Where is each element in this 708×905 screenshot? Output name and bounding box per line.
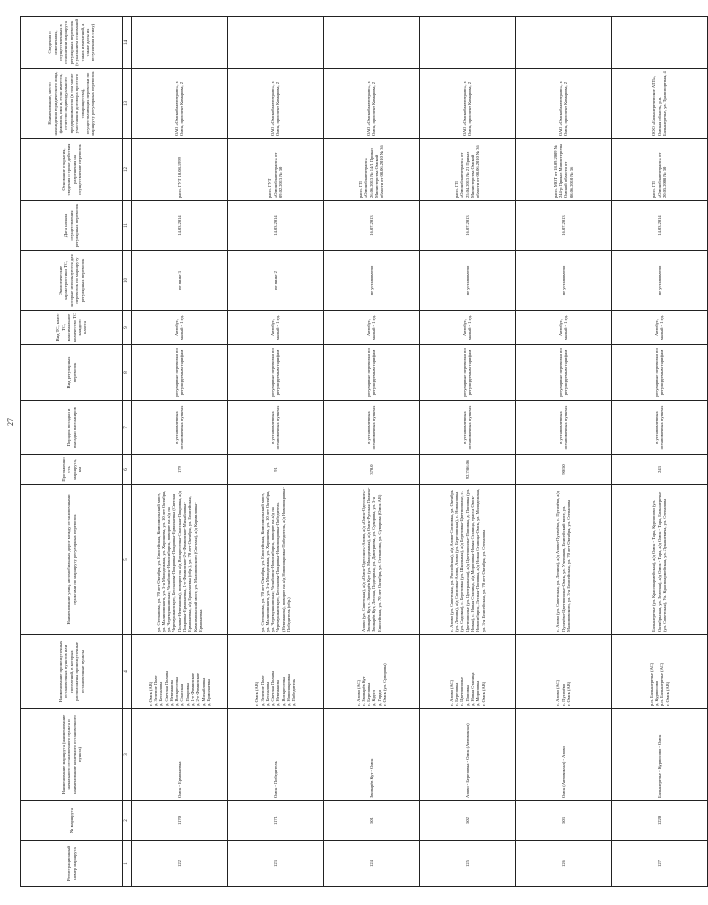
- cell-vehicle: Автобус, малый - 1 ед.: [515, 311, 611, 345]
- cell-length: 90/50: [515, 455, 611, 485]
- cell-vehicle: Автобус, малый - 1 ед.: [131, 311, 227, 345]
- stop-item: д. Светлая Поляна: [270, 670, 276, 706]
- cell-basis: расп. ГП «Омскоблавтотранс» 26.06.2013 № 14/1 Приказ Министерства Омской области от 08.06.2010 № 36: [323, 139, 419, 201]
- stop-item: г. Омск (АВ): [480, 681, 486, 706]
- column-number: 10: [123, 251, 132, 311]
- column-number: 7: [123, 401, 132, 455]
- cell-streets: ул. Степанова, ул. 70 лет Октября, ул. Енисейская, Комсомольский мост, ул. Малиновского, ул. 3-я Молодежная, ул. Хорошева, ул. 10 лет Октября, ул. Черемушкинская; Челябинск-Новосибирск, поворот на а/д на Черемушкинскую, Беспалова-Покровка-Новопокровка-Победитель (Невежкина), поворот на а/д Новопокровка-Победитель, а/д Новопокровка-Победитель (обр.): [227, 485, 323, 635]
- cell-changes: [611, 17, 707, 69]
- table-row: [611, 17, 707, 887]
- cell-basis: расп. ГП «Омскоблавтотранс» от 20.05.2008 № 30: [611, 139, 707, 201]
- cell-num: 502: [419, 801, 515, 841]
- stop-item: д. Воскресенка: [174, 676, 180, 706]
- cell-start: 14.03.2014: [131, 201, 227, 251]
- cell-num: 1171: [227, 801, 323, 841]
- stop-item: д. Беспалова: [158, 681, 164, 706]
- cell-stops: [611, 635, 707, 709]
- stop-item: д. Новая Станица: [470, 672, 476, 706]
- cell-eco: не установлено: [515, 251, 611, 311]
- cell-type: регулярные перевозки по регулируемым тарифам: [611, 345, 707, 401]
- cell-vehicle: Автобус, малый - 1 ед.: [323, 311, 419, 345]
- cell-streets: Большеречье (ул. Красноармейская), а/д Омск - Тара, Курносово (ул. Октябрьская, ул. Зеленая), а/д Омск - Тара, а/д Омск - Тара, Большеречье (ул. Советская), Ул. Красноармейская, ул. Лукашевича, ул. Степанова: [611, 485, 707, 635]
- cell-length: 91: [227, 455, 323, 485]
- stop-item: д. Михайловка: [200, 677, 206, 706]
- cell-type: регулярные перевозки по регулируемым тарифам: [227, 345, 323, 401]
- cell-boarding: в установленных остановочных пунктах: [131, 401, 227, 455]
- stop-item: д. Беспалова: [264, 681, 270, 706]
- cell-stops: [515, 635, 611, 709]
- cell-basis: расп. ГУТ «Омскоблавтотранс» от 09.02.2013 № 30: [227, 139, 323, 201]
- column-header: Сведения о изменениях, осуществленных в отношении маршрута регулярных перевозок (с указанием оснований таких изменений, а также даты их вступления в силу): [21, 17, 123, 69]
- cell-boarding: в установленных остановочных пунктах: [611, 401, 707, 455]
- stop-item: д. 2-е Фоминское: [195, 672, 201, 706]
- column-header: Протяженность маршрута, км: [21, 455, 123, 485]
- column-header: Наименование, место нахождения юридического лица, фамилия, имя и, если имеется, отчество индивидуального предпринимателя (в том числе участников договора простого товарищества), осуществляющих перевозки по маршруту регулярных перевозок: [21, 69, 123, 139]
- cell-length: 243: [611, 455, 707, 485]
- cell-streets: с. Азово (ул. Советская, ул. Российская), а/д Азово-Сосновка, ул. Октябрь (ул. Ленина), а/д Сосновка-Азово, Азово (ул. Березовская), с. Новоазовка (ул. Садовая), с. Березовка (ул. Школьная), а/д Березовка-Цветнополье, с. Цветнополье (ул. Центральная), а/д Цветнополье-Поповка, д. Поповка (ул. Новая), с. Новая Станица, а/д Морозовка-Новая Станица, трасса Омск-Новосибирск, Лесная-Поповка, а/д Новая Станица-Омск, ул. Молодежная, ул. 3-я Енисейская, ул. 70 лет Октября, ул. Степанова: [419, 485, 515, 635]
- rotated-page: [20, 17, 670, 887]
- stop-item: д. Курносово: [654, 680, 660, 706]
- stop-item: д. Зеленое Поле: [259, 675, 265, 706]
- cell-basis: расп. ГУТ 10.08.1999: [131, 139, 227, 201]
- column-header: № маршрута: [21, 801, 123, 841]
- cell-start: 14.03.2014: [611, 201, 707, 251]
- stop-item: д. Кругл: [371, 690, 377, 706]
- stop-item: д. Невежкина: [275, 680, 281, 706]
- cell-carrier: ОАО «Омскоблавтотранс», г. Омск, проспект Комарова, 2: [227, 69, 323, 139]
- cell-boarding: в установленных остановочных пунктах: [419, 401, 515, 455]
- stop-item: р.п. Большеречье (АС): [659, 662, 665, 706]
- cell-vehicle: Автобус, малый - 1 ед.: [419, 311, 515, 345]
- stop-item: д. Новопокровка: [285, 674, 291, 706]
- cell-stops: [323, 635, 419, 709]
- stop-item: д. Светлая Поляна: [163, 670, 169, 706]
- cell-stops: [227, 635, 323, 709]
- column-number: 4: [123, 635, 132, 709]
- column-number: 1: [123, 841, 132, 887]
- cell-streets: ул. Степанова, ул. 70 лет Октября, ул. Енисейская, Комсомольский мост, ул. Малиновского, ул. 3-я Молодежная, ул. Хорошева, ул. 10 лет Октября, ул. Черемушкинская; Челябинск-Новосибирск, поворот на а/д на Черемушкинскую, Беспалова-Покровка-Покровка-Ермолаевка (Светлая Поляна-Невежкина), поворот на а/д Воскресенка-Спасская-Покровка, а/д Покровка-Ермолаевка, 1-е Фоминское-2-е Фоминское-Михайловка-Ермолаевка, а/д Ермолаевка (обр.), ул. 70 лет Октября, ул. Енисейская, Комсомольский мост, ул. Малиновского (Светлая), а/д Кормиловка-Ермолаевка: [131, 485, 227, 635]
- cell-name: Омск - Победитель: [227, 709, 323, 801]
- cell-carrier: ОАО «Омскоблавтотранс», г. Омск, проспект Комарова, 2: [419, 69, 515, 139]
- column-number: 9: [123, 311, 132, 345]
- stop-item: г. Омск (АВ): [254, 681, 260, 706]
- cell-changes: [227, 17, 323, 69]
- stop-item: д. Победитель: [291, 678, 297, 706]
- cell-streets: Азово (ул. Советская), а/д «Омск-Одесское»-Азово, а/д «Омск-Одесское»-Звонарёв Кут, с. Звонарёв Кут (ул. Молодежная), а/д Омск-Русская Поляна-Звонарёв Кут, Лесная, Подгорная, ул. Дмитриева, ул. Суворова, ул. 3-я Енисейская, ул. 70 лет Октября, ул. Степанова, ул. Суворова (Омск АВ): [323, 485, 419, 635]
- column-header: Регистрационный номер маршрута: [21, 841, 123, 887]
- table-row: [131, 17, 227, 887]
- cell-reg: 124: [323, 841, 419, 887]
- column-number: 2: [123, 801, 132, 841]
- stop-item: д. Ермолаевка: [205, 679, 211, 706]
- cell-length: 92.7/86.06: [419, 455, 515, 485]
- cell-reg: 123: [227, 841, 323, 887]
- stop-item: д. Зеленое Поле: [152, 675, 158, 706]
- cell-type: регулярные перевозки по регулируемым тарифам: [419, 345, 515, 401]
- cell-type: регулярные перевозки по регулируемым тарифам: [131, 345, 227, 401]
- stop-item: д. Воскресенка: [280, 676, 286, 706]
- cell-name: Омск - Ермолаевка: [131, 709, 227, 801]
- cell-changes: [323, 17, 419, 69]
- cell-num: 503: [515, 801, 611, 841]
- cell-name: Омск (Автовокзал) - Азово: [515, 709, 611, 801]
- table-row: [323, 17, 419, 887]
- column-header: Наименование промежуточных остановочных пунктов или поселений, в которых расположены промежуточные остановочные пункты: [21, 635, 123, 709]
- stop-item: г. Омск (АВ): [566, 681, 572, 706]
- cell-carrier: ОАО «Омскоблавтотранс», г. Омск, проспект Комарова, 2: [131, 69, 227, 139]
- stop-item: с. Цветнополье: [459, 676, 465, 706]
- table-row: [515, 17, 611, 887]
- column-header: Наименование маршрута (наименование начального остановочного пункта и наименование конечного остановочного пункта): [21, 709, 123, 801]
- page-number: 27: [6, 418, 15, 426]
- stop-item: с. Березовка: [454, 682, 460, 706]
- stop-item: г. Омск (АВ): [147, 681, 153, 706]
- stop-item: г. Омск (АВ): [664, 681, 670, 706]
- cell-start: 16.07.2013: [419, 201, 515, 251]
- column-number: 6: [123, 455, 132, 485]
- cell-reg: 122: [131, 841, 227, 887]
- stop-item: д. Горди: [376, 690, 382, 706]
- cell-start: 14.03.2014: [227, 201, 323, 251]
- table-row: [227, 17, 323, 887]
- cell-start: 16.07.2013: [515, 201, 611, 251]
- cell-changes: [515, 17, 611, 69]
- cell-name: Большеречье - Курносово - Омск: [611, 709, 707, 801]
- cell-stops: [131, 635, 227, 709]
- stop-item: с. Азово (АС): [355, 680, 361, 706]
- stop-item: с. Азово (АС): [448, 680, 454, 706]
- column-header: Экологические характеристики ТС, которые используются для перевозок по маршруту регулярных перевозок: [21, 251, 123, 311]
- column-number: 11: [123, 201, 132, 251]
- column-number-row: [123, 17, 132, 887]
- column-header: Основание открытия, сведения о сроке действия разрешения на осуществление перевозок: [21, 139, 123, 201]
- cell-start: 16.07.2013: [323, 201, 419, 251]
- stop-item: с. Пугачёво: [560, 683, 566, 706]
- cell-reg: 125: [419, 841, 515, 887]
- cell-boarding: в установленных остановочных пунктах: [515, 401, 611, 455]
- cell-changes: [131, 17, 227, 69]
- cell-eco: не установлено: [323, 251, 419, 311]
- stop-item: д. Поповка: [464, 685, 470, 706]
- cell-vehicle: Автобус, малый - 1 ед.: [611, 311, 707, 345]
- cell-num: 1170: [131, 801, 227, 841]
- cell-streets: с. Азово (ул. Советская, ул. Ленина), а/д Азово-Пугачёво, с. Пугачёво, а/д Пугачёво-Цветнополье-Омск, ул. Учеников, Енисейский мост, ул. Малиновского, ул. 3-я Енисейская, ул. 70 лет Октября, ул. Степанова: [515, 485, 611, 635]
- cell-carrier: ОАО «Омскоблавтотранс», г. Омск, проспект Комарова, 2: [515, 69, 611, 139]
- cell-basis: расп. ГП «Омскоблавтотранс» от 25.04.2013 № 21 Приказ Министерства Омской области от 08.06.2010 № 36: [419, 139, 515, 201]
- stop-item: д. Спасская: [179, 683, 185, 706]
- column-number: 3: [123, 709, 132, 801]
- cell-length: 370.0: [323, 455, 419, 485]
- cell-num: 1220: [611, 801, 707, 841]
- column-number: 5: [123, 485, 132, 635]
- column-header: Наименование улиц, автомобильных дорог между остановочными пунктами по маршруту регулярных перевозок: [21, 485, 123, 635]
- cell-eco: не установлено: [419, 251, 515, 311]
- cell-carrier: ОАО «Омскоблавтотранс», г. Омск, проспект Комарова, 2: [323, 69, 419, 139]
- stop-item: д. Покровка: [184, 683, 190, 706]
- cell-num: 501: [323, 801, 419, 841]
- cell-type: регулярные перевозки по регулируемым тарифам: [323, 345, 419, 401]
- column-header: Вид ТС, класс ТС, максимальное количество ТС каждого класса: [21, 311, 123, 345]
- cell-boarding: в установленных остановочных пунктах: [323, 401, 419, 455]
- cell-name: Звонарёв Кут - Омск: [323, 709, 419, 801]
- stop-item: с. Березовка: [366, 682, 372, 706]
- column-number: 14: [123, 17, 132, 69]
- column-header: Вид регулярных перевозок: [21, 345, 123, 401]
- column-number: 8: [123, 345, 132, 401]
- stop-item: д. Невежкина: [168, 680, 174, 706]
- stop-item: с. Звонарёв Кут: [360, 676, 366, 706]
- stop-item: д. Морозовка: [475, 680, 481, 706]
- route-registry-table: [20, 16, 708, 887]
- stop-item: д. 1-е Фоминское: [189, 672, 195, 706]
- cell-eco: не ниже 3: [131, 251, 227, 311]
- cell-vehicle: Автобус, малый - 1 ед.: [227, 311, 323, 345]
- column-number: 12: [123, 139, 132, 201]
- header-row: [21, 17, 123, 887]
- table-body: [21, 17, 708, 887]
- cell-boarding: в установленных остановочных пунктах: [227, 401, 323, 455]
- cell-carrier: ООО «Большереченское АТП», Омская область, р.п. Большеречье, ул. Транспортная, 4: [611, 69, 707, 139]
- column-header: Порядок посадки и высадки пассажиров: [21, 401, 123, 455]
- cell-reg: 126: [515, 841, 611, 887]
- stop-item: р.п. Большеречье (АС): [648, 662, 654, 706]
- cell-type: регулярные перевозки по регулируемым тарифам: [515, 345, 611, 401]
- cell-changes: [419, 17, 515, 69]
- cell-basis: расп. МОТ от 18.09.2009 № 244-р Приказ Министерства Омской области от 08.06.2010 № 36: [515, 139, 611, 201]
- table-row: [419, 17, 515, 887]
- stop-item: г. Омск (ул. Суворова): [381, 663, 387, 706]
- cell-eco: не ниже 2: [227, 251, 323, 311]
- stop-item: с. Азово (АС): [555, 680, 561, 706]
- column-number: 13: [123, 69, 132, 139]
- cell-length: 179: [131, 455, 227, 485]
- column-header: Дата начала осуществления регулярных перевозок: [21, 201, 123, 251]
- cell-stops: [419, 635, 515, 709]
- cell-name: Азово - Березовка - Омск (Автовокзал): [419, 709, 515, 801]
- cell-reg: 127: [611, 841, 707, 887]
- cell-eco: не установлено: [611, 251, 707, 311]
